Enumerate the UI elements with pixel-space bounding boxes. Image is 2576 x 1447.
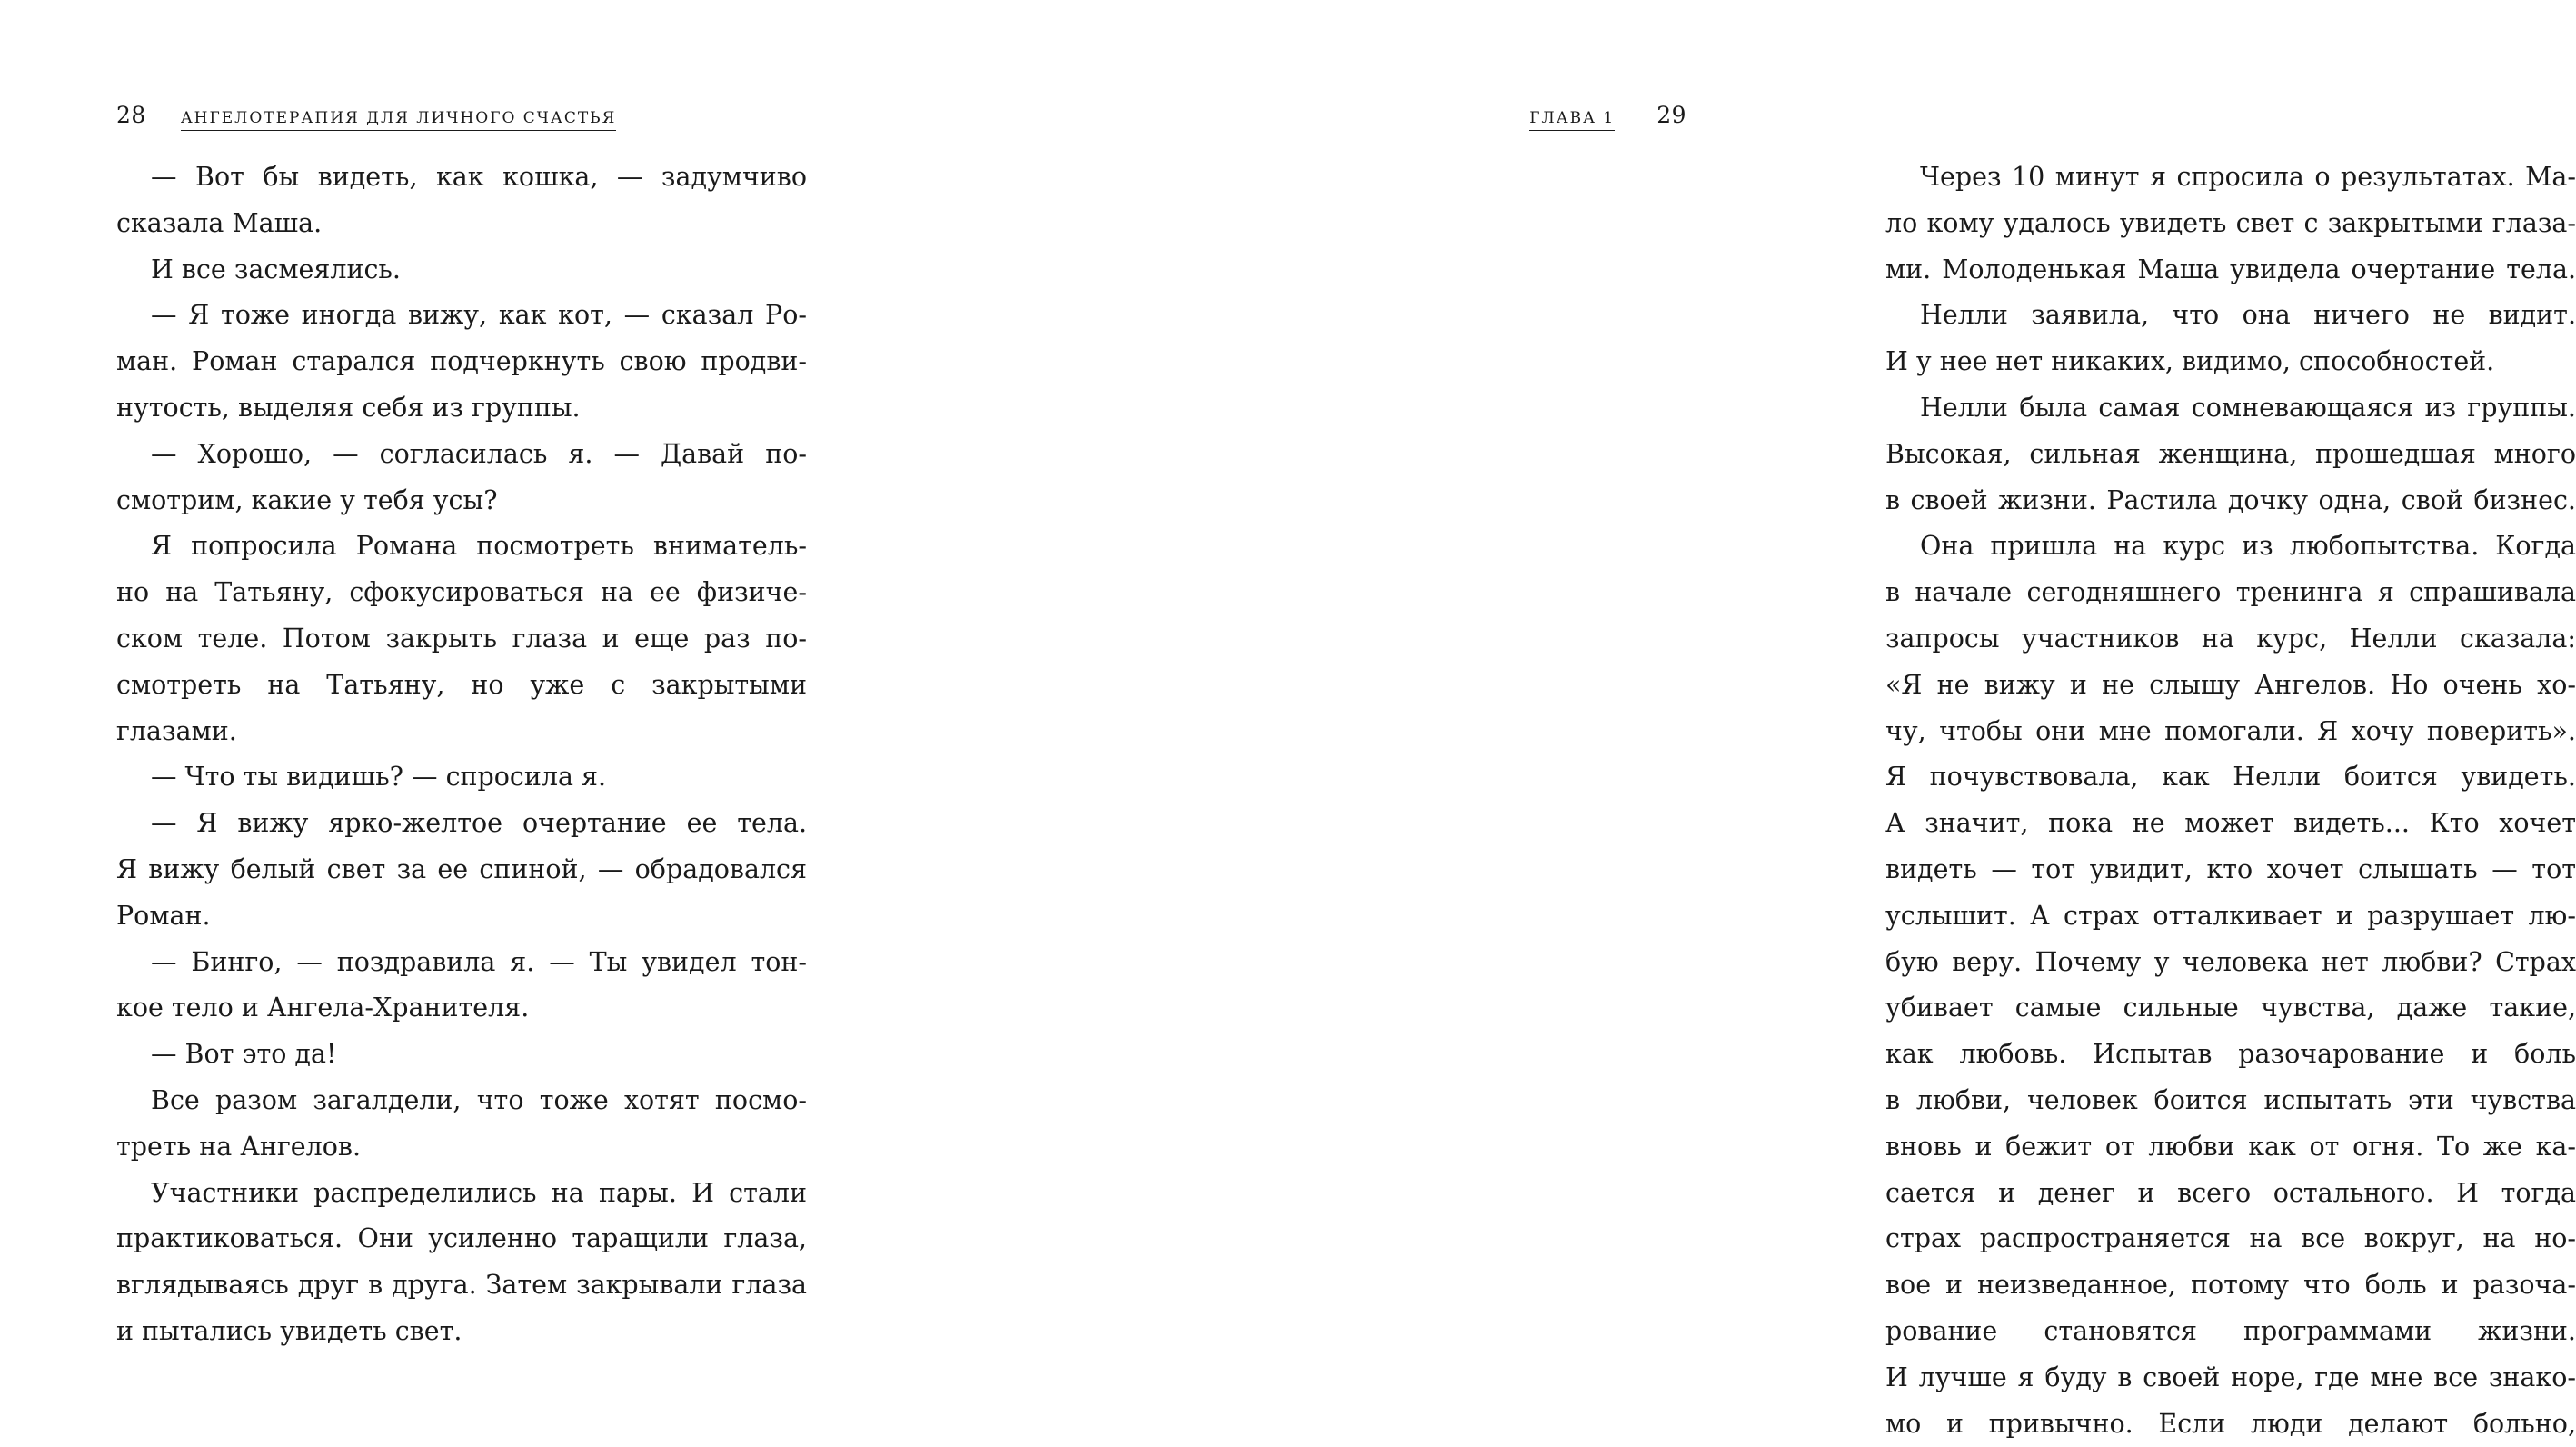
text-line: ман. Роман старался подчеркнуть свою продви- (116, 346, 807, 377)
text-line: смотреть на Татьяну, но уже с закрытыми (116, 669, 807, 700)
text-line: и пытались увидеть свет. (116, 1315, 462, 1346)
text-line: Нелли была самая сомневающаяся из группы. (1920, 392, 2576, 423)
text-line: — Я тоже иногда вижу, как кот, — сказал Ро- (151, 300, 807, 331)
text-line: сказала Маша. (116, 207, 323, 238)
text-line: — Вот это да! (151, 1039, 337, 1070)
text-line: И лучше я буду в своей норе, где мне все знако- (1885, 1362, 2576, 1392)
text-line: вглядываясь друг в друга. Затем закрывали глаза (116, 1270, 807, 1301)
text-line: Она пришла на курс из любопытства. Когда (1920, 531, 2576, 562)
text-line: услышит. А страх отталкивает и разрушает лю- (1885, 900, 2576, 931)
left-page (0, 0, 899, 1434)
right-page-number: 29 (1656, 102, 1686, 128)
text-line: Я попросила Романа посмотреть вниматель- (151, 531, 807, 562)
text-line: Нелли заявила, что она ничего не видит. (1920, 300, 2576, 331)
text-line: «Я не вижу и не слышу Ангелов. Но очень хо- (1885, 669, 2576, 700)
text-line: смотрим, какие у тебя усы? (116, 484, 498, 515)
text-line: треть на Ангелов. (116, 1131, 362, 1162)
text-line: кое тело и Ангела-Хранителя. (116, 993, 530, 1023)
text-line: мо и привычно. Если люди делают больно, (1885, 1408, 2576, 1439)
text-line: ми. Молоденькая Маша увидела очертание тела. (1885, 254, 2576, 284)
text-line: Высокая, сильная женщина, прошедшая много (1885, 438, 2576, 469)
text-line: чу, чтобы они мне помогали. Я хочу поверить». (1885, 715, 2576, 746)
text-line: в любви, человек боится испытать эти чувства (1885, 1084, 2576, 1115)
text-line: убивает самые сильные чувства, даже такие, (1885, 993, 2576, 1023)
text-line: — Вот бы видеть, как кошка, — задумчиво (151, 162, 807, 192)
text-line: — Бинго, — поздравила я. — Ты увидел тон- (151, 946, 807, 977)
text-line: запросы участников на курс, Нелли сказала: (1885, 623, 2576, 654)
text-line: Все разом загалдели, что тоже хотят посмо- (151, 1084, 807, 1115)
text-line: А значит, пока не может видеть... Кто хочет (1885, 808, 2576, 839)
text-line: страх распространяется на все вокруг, на но- (1885, 1223, 2576, 1254)
right-running-title: ГЛАВА 1 (1529, 109, 1615, 131)
text-line: вновь и бежит от любви как от огня. То же ка- (1885, 1131, 2576, 1162)
text-line: глазами. (116, 715, 237, 746)
text-line: И все засмеялись. (151, 254, 401, 284)
text-line: бую веру. Почему у человека нет любви? Страх (1885, 946, 2576, 977)
text-line: — Я вижу ярко-желтое очертание ее тела. (151, 808, 807, 839)
text-line: — Что ты видишь? — спросила я. (151, 762, 607, 793)
text-line: в своей жизни. Растила дочку одна, свой бизнес. (1885, 484, 2576, 515)
text-line: но на Татьяну, сфокусироваться на ее физиче- (116, 577, 807, 608)
right-page (899, 0, 2576, 1439)
right-running-head (1529, 102, 1686, 128)
text-line: сается и денег и всего остального. И тогда (1885, 1177, 2576, 1208)
text-line: нутость, выделяя себя из группы. (116, 392, 581, 423)
right-body-text (1885, 155, 2576, 1447)
text-line: рование становятся программами жизни. (1885, 1315, 2576, 1346)
left-page-number: 28 (116, 102, 146, 128)
text-line: Я вижу белый свет за ее спиной, — обрадовался (116, 853, 807, 884)
text-line: Роман. (116, 900, 211, 931)
text-line: ском теле. Потом закрыть глаза и еще раз по- (116, 623, 807, 654)
text-line: — Хорошо, — согласилась я. — Давай по- (151, 438, 807, 469)
text-line: ло кому удалось увидеть свет с закрытыми глаза- (1885, 207, 2576, 238)
text-line: практиковаться. Они усиленно таращили глаза, (116, 1223, 807, 1254)
text-line: И у нее нет никаких, видимо, способностей. (1885, 346, 2495, 377)
text-line: Участники распределились на пары. И стали (151, 1177, 807, 1208)
text-line: видеть — тот увидит, кто хочет слышать — тот (1885, 853, 2576, 884)
left-body-text (116, 155, 807, 1355)
text-line: Я почувствовала, как Нелли боится увидеть. (1885, 762, 2576, 793)
text-line: как любовь. Испытав разочарование и боль (1885, 1039, 2576, 1070)
left-running-head (116, 102, 616, 128)
left-running-title: АНГЕЛОТЕРАПИЯ ДЛЯ ЛИЧНОГО СЧАСТЬЯ (181, 109, 617, 131)
text-line: Через 10 минут я спросила о результатах. Ма- (1920, 162, 2576, 192)
text-line: вое и неизведанное, потому что боль и разоча- (1885, 1270, 2576, 1301)
text-line: в начале сегодняшнего тренинга я спрашивала (1885, 577, 2576, 608)
